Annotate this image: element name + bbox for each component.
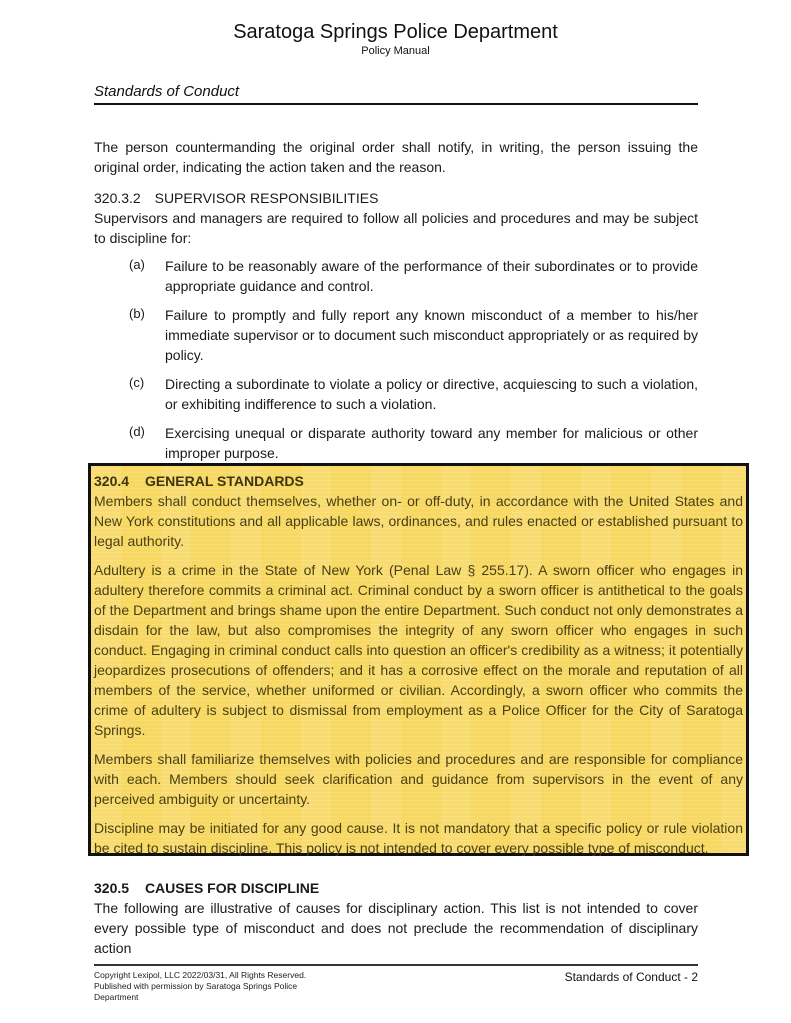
supervisor-responsibilities-list xyxy=(94,256,698,463)
general-standards-paragraph: Members shall familiarize themselves with policies and procedures and are responsible for compliance with each. Members should seek clarification and guidance from supervisors in the event of any perceived ambiguity or uncertainty. xyxy=(94,751,743,807)
list-item-text: Failure to promptly and fully report any known misconduct of a member to his/her immediate supervisor or to document such misconduct appropriately or as required by policy. xyxy=(165,307,698,363)
list-item xyxy=(94,423,698,463)
manual-subtitle: Policy Manual xyxy=(361,45,430,57)
list-marker: (d) xyxy=(129,424,145,439)
copyright-line: Department xyxy=(94,992,139,1002)
supervisor-lead-paragraph: Supervisors and managers are required to follow all policies and procedures and may be subject to discipline for: xyxy=(94,210,698,246)
section-heading-text: SUPERVISOR RESPONSIBILITIES xyxy=(154,190,379,206)
section-heading-text: GENERAL STANDARDS xyxy=(144,473,304,489)
list-item xyxy=(94,305,698,365)
section-number: 320.3.2 xyxy=(94,190,141,206)
list-item-text: Exercising unequal or disparate authority toward any member for malicious or other improper purpose. xyxy=(165,425,698,461)
main-content xyxy=(94,137,698,472)
general-standards-heading xyxy=(94,471,743,491)
list-item-text: Directing a subordinate to violate a policy or directive, acquiescing to such a violation, or exhibiting indifference to such a violation. xyxy=(165,376,698,412)
section-heading-text: CAUSES FOR DISCIPLINE xyxy=(144,880,320,896)
page-number-label: Standards of Conduct - 2 xyxy=(564,970,698,984)
causes-for-discipline-section xyxy=(94,878,698,958)
list-marker: (b) xyxy=(129,306,145,321)
page-header xyxy=(0,20,791,58)
intro-paragraph: The person countermanding the original order shall notify, in writing, the person issuing the original order, indicating the action taken and the reason. xyxy=(94,139,698,175)
list-item-text: Failure to be reasonably aware of the performance of their subordinates or to provide appropriate guidance and control. xyxy=(165,258,698,294)
copyright-notice xyxy=(94,970,324,1003)
list-item xyxy=(94,374,698,414)
section-number: 320.5 xyxy=(94,880,130,896)
causes-paragraph: The following are illustrative of causes for disciplinary action. This list is not intended to cover every possible type of misconduct and does not preclude the recommendation of disciplinary action xyxy=(94,900,698,956)
list-marker: (a) xyxy=(129,257,145,272)
page-footer xyxy=(94,964,698,1003)
list-marker: (c) xyxy=(129,375,145,390)
section-number: 320.4 xyxy=(94,473,130,489)
general-standards-paragraph: Adultery is a crime in the State of New York (Penal Law § 255.17). A sworn officer who engages in adultery therefore commits a criminal act. Criminal conduct by a sworn officer is antithetical to the goals of the Department and brings shame upon the entire Department. Such conduct not only demonstrates a disdain for the law, but also compromises the integrity of any sworn officer who engages in such conduct. Engaging in criminal conduct calls into question an officer's credibility as a witness; it potentially jeopardizes prosecutions of offenders; and it has a corrosive effect on the morale and reputation of all members of the service, whether uniformed or civilian. Accordingly, a sworn officer who commits the crime of adultery is subject to dismissal from employment as a Police Officer for the City of Saratoga Springs. xyxy=(94,562,743,738)
list-item xyxy=(94,256,698,296)
general-standards-paragraph: Discipline may be initiated for any good cause. It is not mandatory that a specific policy or rule violation be cited to sustain discipline. This policy is not intended to cover every possible type of misconduct. xyxy=(94,820,743,856)
organization-title: Saratoga Springs Police Department xyxy=(233,21,558,43)
section-header xyxy=(94,82,698,105)
section-title: Standards of Conduct xyxy=(94,83,240,100)
supervisor-section-heading xyxy=(94,188,698,208)
copyright-line: Copyright Lexipol, LLC 2022/03/31, All Rights Reserved. xyxy=(94,970,307,980)
causes-heading xyxy=(94,878,698,898)
general-standards-highlight xyxy=(88,463,749,856)
general-standards-paragraph: Members shall conduct themselves, whether on- or off-duty, in accordance with the United States and New York constitutions and all applicable laws, ordinances, and rules enacted or established pursuant to legal authority. xyxy=(94,493,743,549)
copyright-line: Published with permission by Saratoga Springs Police xyxy=(94,981,298,991)
